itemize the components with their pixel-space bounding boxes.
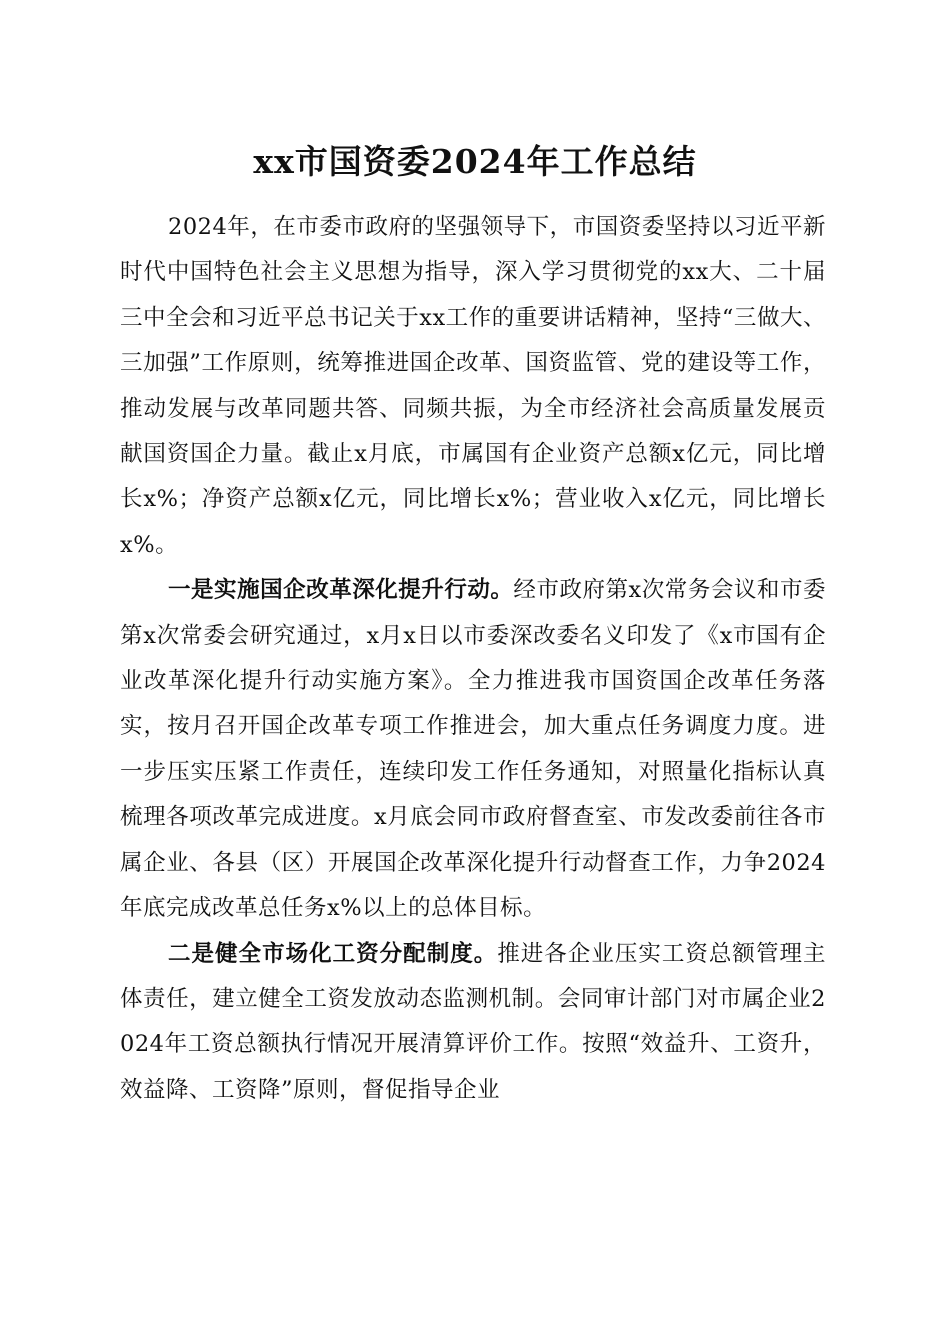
paragraph-text: 2024年，在市委市政府的坚强领导下，市国资委坚持以习近平新时代中国特色社会主义思想为指导，深入学习贯彻党的xx大、二十届三中全会和习近平总书记关于xx工作的重要讲话精神，坚持“三做大、三加强”工作原则，统筹推进国企改革、国资监管、党的建设等工作，推动发展与改革同题共答、同频共振，为全市经济社会高质量发展贡献国资国企力量。截止x月底，市属国有企业资产总额x亿元，同比增长x%；净资产总额x亿元，同比增长x%；营业收入x亿元，同比增长x%。 — [120, 214, 826, 558]
paragraph-lead: 一是实施国企改革深化提升行动。 — [168, 577, 514, 604]
paragraph-reform-action — [120, 568, 826, 931]
paragraph-text: 推进各企业压实工资总额管理主体责任，建立健全工资发放动态监测机制。会同审计部门对市属企业2024年工资总额执行情况开展清算评价工作。按照“效益升、工资升，效益降、工资降”原则，督促指导企业 — [120, 940, 826, 1103]
paragraph-lead: 二是健全市场化工资分配制度。 — [168, 940, 498, 967]
paragraph-wage-system — [120, 932, 826, 1114]
document-body — [120, 205, 826, 1113]
paragraph-text: 经市政府第x次常务会议和市委第x次常委会研究通过，x月x日以市委深改委名义印发了《x市国有企业改革深化提升行动实施方案》。全力推进我市国资国企改革任务落实，按月召开国企改革专项工作推进会，加大重点任务调度力度。进一步压实压紧工作责任，连续印发工作任务通知，对照量化指标认真梳理各项改革完成进度。x月底会同市政府督查室、市发改委前往各市属企业、各县（区）开展国企改革深化提升行动督查工作，力争2024年底完成改革总任务x%以上的总体目标。 — [120, 577, 826, 922]
document-title: xx市国资委2024年工作总结 — [253, 142, 697, 181]
paragraph-intro — [120, 205, 826, 568]
